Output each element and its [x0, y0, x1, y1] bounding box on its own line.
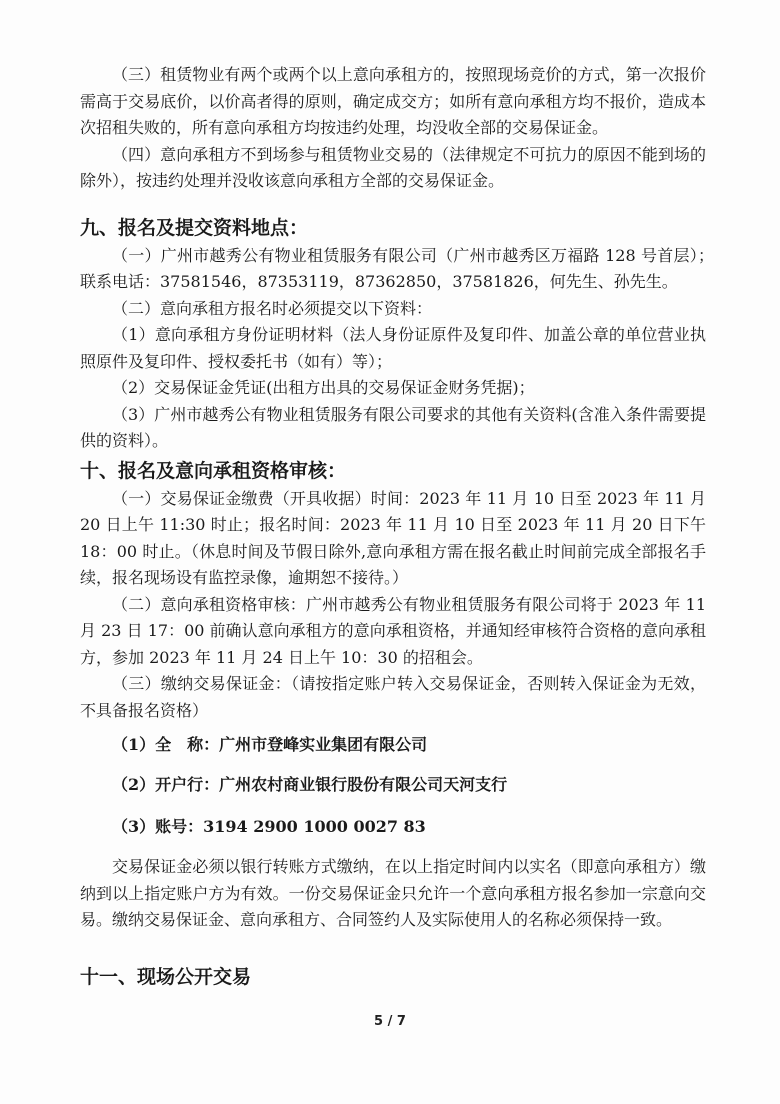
list-item-deposit-voucher: （2）交易保证金凭证(出租方出具的交易保证金财务凭据)；	[112, 378, 535, 397]
account-name: （1）全 称：广州市登峰实业集团有限公司	[112, 735, 428, 754]
list-item-identity-documents: （1）意向承租方身份证明材料（法人身份证原件及复印件、加盖公章的单位营业执照原件及复印件、授权委托书（如有）等）；	[80, 325, 706, 371]
document-body	[80, 62, 723, 992]
account-bank: （2）开户行：广州农村商业银行股份有限公司天河支行	[112, 775, 508, 794]
paragraph-absence-penalty: （四）意向承租方不到场参与租赁物业交易的（法律规定不可抗力的原因不能到场的除外），按违约处理并没收该意向承租方全部的交易保证金。	[80, 144, 706, 190]
paragraph-registration-address: （一）广州市越秀公有物业租赁服务有限公司（广州市越秀区万福路 128 号首层）； 联系电话：37581546，87353119，87362850，37581826，何先生、孙先生。	[80, 245, 723, 291]
paragraph-deposit-payment: （三）缴纳交易保证金：（请按指定账户转入交易保证金，否则转入保证金为无效，不具备报名资格）	[80, 674, 706, 720]
paragraph-qualification-review: （二）意向承租资格审核：广州市越秀公有物业租赁服务有限公司将于 2023 年 11 月 23 日 17：00 前确认意向承租方的意向承租资格，并通知经审核符合资格的意向承租方，参加 2023 年 11 月 24 日上午 10：30 的招租会。	[80, 594, 706, 667]
section-heading-registration-location: 九、报名及提交资料地点：	[80, 216, 309, 239]
section-heading-public-trading: 十一、现场公开交易	[80, 965, 252, 988]
page-number: 5 / 7	[374, 1014, 406, 1029]
account-number: （3）账号：3194 2900 1000 0027 83	[112, 817, 426, 836]
paragraph-deposit-and-registration-time: （一）交易保证金缴费（开具收据）时间：2023 年 11 月 10 日至 2023 年 11 月 20 日上午 11:30 时止；报名时间：2023 年 11 月 10 日至 2023 年 11 月 20 日下午 18：00 时止。（休息时间及节假日除外,意向承租方需在报名截止时间前完成全部报名手续，报名现场设有监控录像，逾期恕不接待。）	[80, 488, 706, 587]
paragraph-bidding-rules: （三）租赁物业有两个或两个以上意向承租方的，按照现场竞价的方式，第一次报价需高于交易底价，以价高者得的原则，确定成交方；如所有意向承租方均不报价，造成本次招租失败的，所有意向承租方均按违约处理，均没收全部的交易保证金。	[80, 65, 706, 137]
paragraph-required-documents: （二）意向承租方报名时必须提交以下资料：	[112, 298, 433, 318]
section-heading-qualification-review: 十、报名及意向承租资格审核：	[80, 459, 347, 482]
paragraph-deposit-rules: 交易保证金必须以银行转账方式缴纳，在以上指定时间内以实名（即意向承租方）缴纳到以上指定账户方为有效。一份交易保证金只允许一个意向承租方报名参加一宗意向交易。缴纳交易保证金、意向承租方、合同签约人及实际使用人的名称必须保持一致。	[80, 857, 706, 929]
list-item-other-materials: （3）广州市越秀公有物业租赁服务有限公司要求的其他有关资料(含准入条件需要提供的资料）。	[80, 404, 706, 450]
